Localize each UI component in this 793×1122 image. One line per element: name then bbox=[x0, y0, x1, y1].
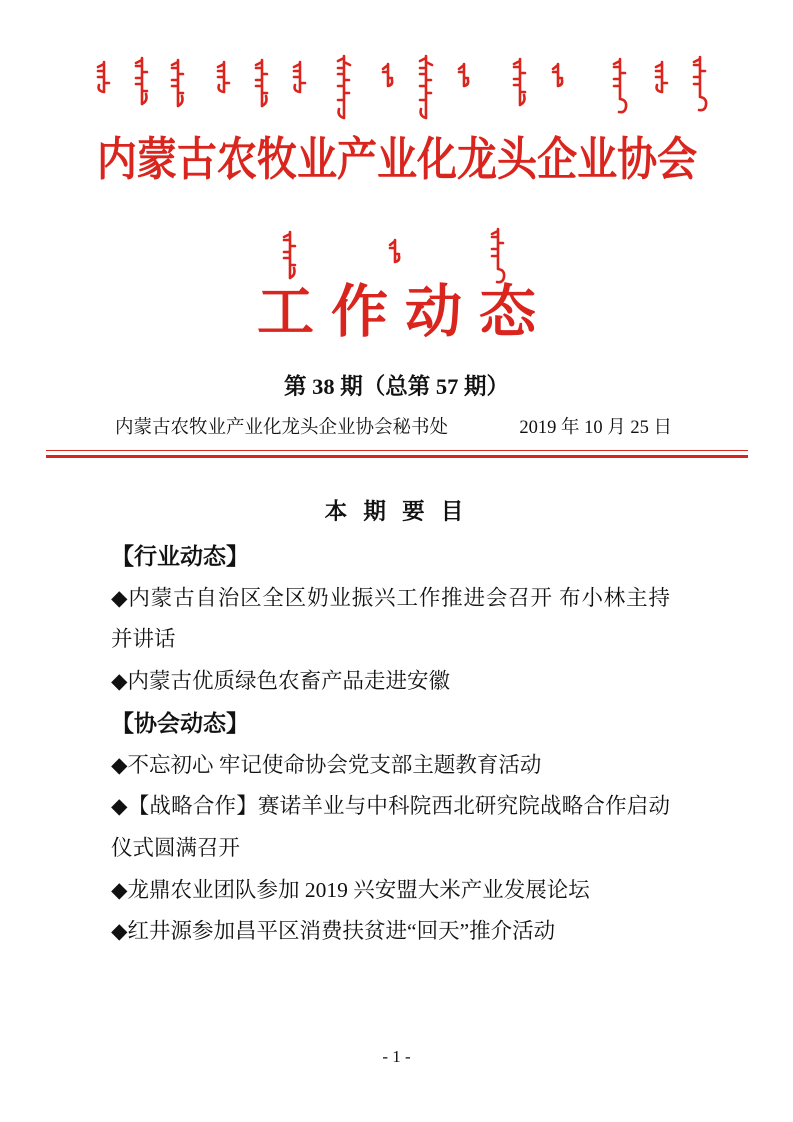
association-title bbox=[0, 134, 793, 186]
toc-item: ◆【战略合作】赛诺羊业与中科院西北研究院战略合作启动 bbox=[111, 794, 670, 819]
toc-item: ◆不忘初心 牢记使命协会党支部主题教育活动 bbox=[111, 752, 542, 777]
mongolian-script-banner-top bbox=[82, 52, 722, 142]
publisher-name: 内蒙古农牧业产业化龙头企业协会秘书处 bbox=[115, 418, 449, 438]
toc-list bbox=[111, 536, 670, 953]
bulletin-title: 工作动态 bbox=[257, 281, 553, 344]
toc-item-continuation: 仪式圆满召开 bbox=[111, 835, 241, 860]
publisher-row bbox=[115, 415, 672, 441]
toc-section-heading: 【行业动态】 bbox=[111, 543, 249, 569]
issue-number: 第 38 期（总第 57 期） bbox=[283, 374, 509, 399]
mongolian-script-banner-subtitle bbox=[270, 226, 520, 284]
toc-item: ◆内蒙古自治区全区奶业振兴工作推进会召开 布小林主持 bbox=[111, 585, 670, 610]
red-divider-rule bbox=[46, 450, 748, 458]
association-title-text: 内蒙古农牧业产业化龙头企业协会 bbox=[96, 134, 697, 185]
page-number: - 1 - bbox=[382, 1047, 411, 1066]
toc-item: ◆龙鼎农业团队参加 2019 兴安盟大米产业发展论坛 bbox=[111, 877, 590, 902]
toc-item: ◆内蒙古优质绿色农畜产品走进安徽 bbox=[111, 669, 451, 694]
toc-item-continuation: 并讲话 bbox=[111, 627, 176, 652]
toc-item: ◆红井源参加昌平区消费扶贫进“回天”推介活动 bbox=[111, 919, 556, 944]
publish-date: 2019 年 10 月 25 日 bbox=[519, 418, 672, 438]
toc-section-heading: 【协会动态】 bbox=[111, 709, 249, 736]
toc-heading: 本 期 要 目 bbox=[324, 499, 469, 524]
